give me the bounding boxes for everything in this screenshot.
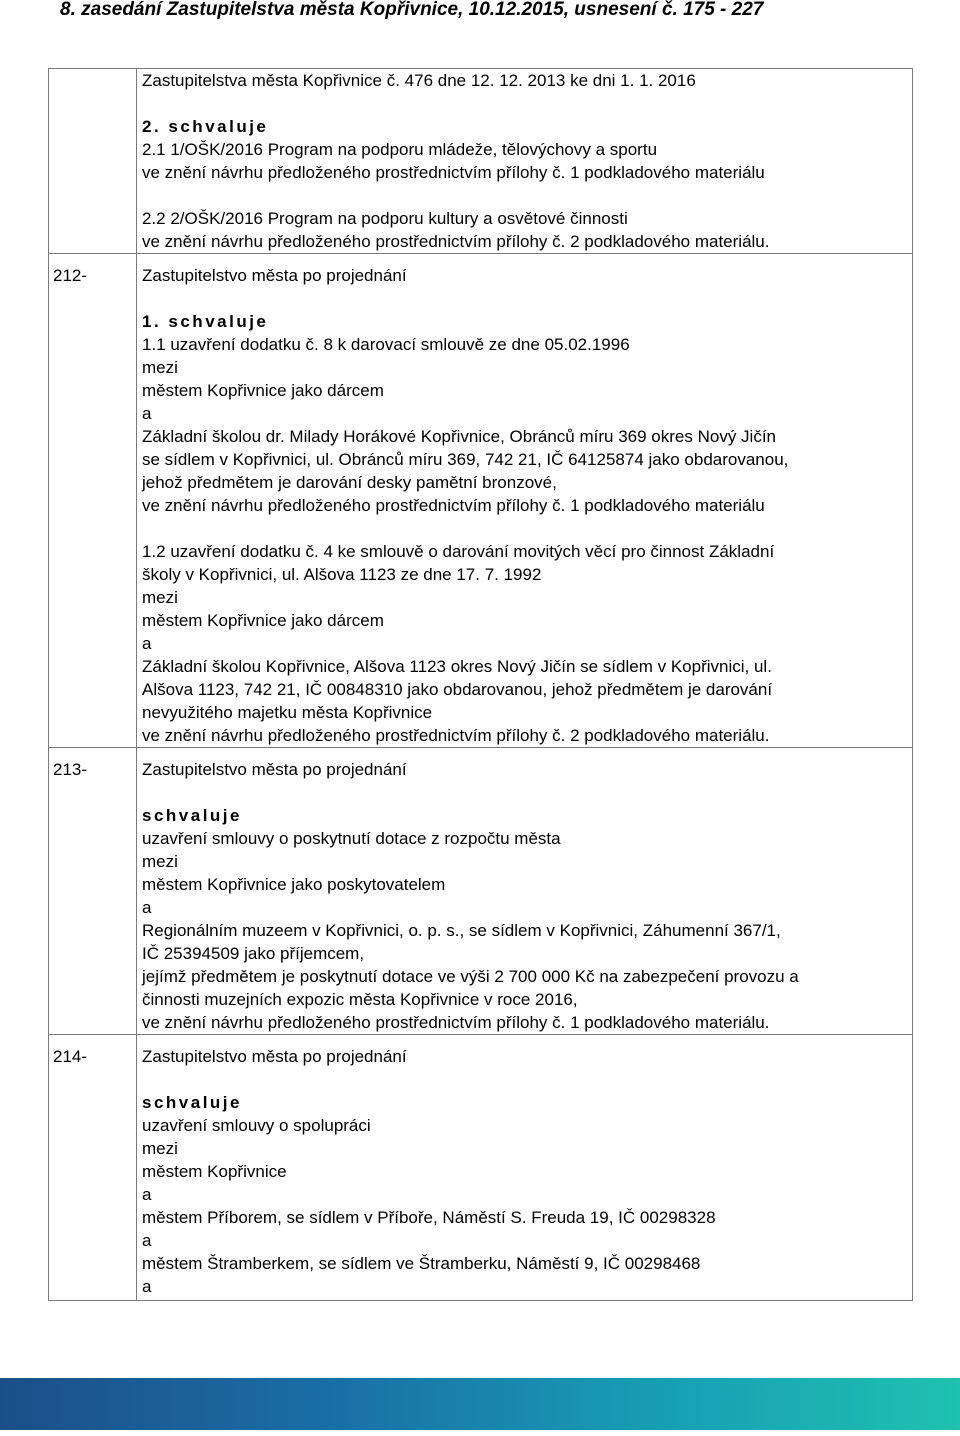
- text-line: a: [142, 634, 152, 653]
- text-line: a: [142, 1231, 152, 1250]
- text-line: a: [142, 1277, 152, 1296]
- schvaluje-heading: 2. schvaluje: [142, 117, 269, 136]
- resolution-text-cell: [137, 69, 913, 254]
- text-line: jejímž předmětem je poskytnutí dotace ve výši 2 700 000 Kč na zabezpečení provozu a: [142, 967, 799, 986]
- text-line: městem Kopřivnice jako poskytovatelem: [142, 875, 446, 894]
- text-line: Základní školou Kopřivnice, Alšova 1123 okres Nový Jičín se sídlem v Kopřivnici, ul.: [142, 657, 772, 676]
- resolution-number-cell: [49, 69, 137, 254]
- text-line: 1.1 uzavření dodatku č. 8 k darovací smlouvě ze dne 05.02.1996: [142, 335, 630, 354]
- spacer: [142, 517, 908, 540]
- text-line: 1.2 uzavření dodatku č. 4 ke smlouvě o darování movitých věcí pro činnost Základní: [142, 542, 775, 561]
- resolution-number: 213-: [49, 748, 137, 1035]
- text-line: a: [142, 898, 152, 917]
- table-row: [49, 69, 913, 254]
- text-line: městem Kopřivnice jako dárcem: [142, 611, 384, 630]
- text-line: ve znění návrhu předloženého prostřednictvím přílohy č. 1 podkladového materiálu: [142, 496, 765, 515]
- schvaluje-heading: schvaluje: [142, 806, 242, 825]
- resolution-number: 212-: [49, 254, 137, 748]
- footer-decorative-bar: [0, 1378, 960, 1430]
- table-row: [49, 748, 913, 1035]
- spacer: [142, 781, 908, 804]
- schvaluje-heading: 1. schvaluje: [142, 312, 269, 331]
- table-row: [49, 254, 913, 748]
- text-line: uzavření smlouvy o poskytnutí dotace z rozpočtu města: [142, 829, 561, 848]
- text-line: mezi: [142, 358, 178, 377]
- text-line: Zastupitelstvo města po projednání: [142, 760, 407, 779]
- text-line: činnosti muzejních expozic města Kopřivnice v roce 2016,: [142, 990, 578, 1009]
- resolution-text-cell: [137, 254, 913, 748]
- spacer: [142, 184, 908, 207]
- text-line: městem Štramberkem, se sídlem ve Štramberku, Náměstí 9, IČ 00298468: [142, 1254, 701, 1273]
- text-line: Základní školou dr. Milady Horákové Kopřivnice, Obránců míru 369 okres Nový Jičín: [142, 427, 776, 446]
- text-line: nevyužitého majetku města Kopřivnice: [142, 703, 433, 722]
- text-line: mezi: [142, 588, 178, 607]
- table-row: [49, 1035, 913, 1301]
- text-line: se sídlem v Kopřivnici, ul. Obránců míru 369, 742 21, IČ 64125874 jako obdarovanou,: [142, 450, 789, 469]
- spacer: [142, 1068, 908, 1091]
- text-line: Zastupitelstva města Kopřivnice č. 476 dne 12. 12. 2013 ke dni 1. 1. 2016: [142, 71, 696, 90]
- resolution-text-cell: [137, 1035, 913, 1301]
- text-line: Alšova 1123, 742 21, IČ 00848310 jako obdarovanou, jehož předmětem je darování: [142, 680, 773, 699]
- spacer: [142, 92, 908, 115]
- text-line: ve znění návrhu předloženého prostřednictvím přílohy č. 1 podkladového materiálu.: [142, 1013, 770, 1032]
- text-line: a: [142, 404, 152, 423]
- schvaluje-heading: schvaluje: [142, 1093, 242, 1112]
- text-line: Zastupitelstvo města po projednání: [142, 266, 407, 285]
- text-line: a: [142, 1185, 152, 1204]
- text-line: Zastupitelstvo města po projednání: [142, 1047, 407, 1066]
- text-line: mezi: [142, 1139, 178, 1158]
- text-line: ve znění návrhu předloženého prostřednictvím přílohy č. 2 podkladového materiálu.: [142, 726, 770, 745]
- text-line: 2.1 1/OŠK/2016 Program na podporu mládeže, tělovýchovy a sportu: [142, 140, 658, 159]
- text-line: mezi: [142, 852, 178, 871]
- text-line: městem Kopřivnice jako dárcem: [142, 381, 384, 400]
- text-line: ve znění návrhu předloženého prostřednictvím přílohy č. 2 podkladového materiálu.: [142, 232, 770, 251]
- text-line: uzavření smlouvy o spolupráci: [142, 1116, 371, 1135]
- text-line: ve znění návrhu předloženého prostřednictvím přílohy č. 1 podkladového materiálu: [142, 163, 765, 182]
- text-line: IČ 25394509 jako příjemcem,: [142, 944, 365, 963]
- text-line: městem Kopřivnice: [142, 1162, 287, 1181]
- spacer: [142, 287, 908, 310]
- text-line: městem Příborem, se sídlem v Příboře, Náměstí S. Freuda 19, IČ 00298328: [142, 1208, 716, 1227]
- text-line: 2.2 2/OŠK/2016 Program na podporu kultury a osvětové činnosti: [142, 209, 628, 228]
- text-line: jehož předmětem je darování desky pamětní bronzové,: [142, 473, 557, 492]
- text-line: školy v Kopřivnici, ul. Alšova 1123 ze dne 17. 7. 1992: [142, 565, 542, 584]
- text-line: Regionálním muzeem v Kopřivnici, o. p. s., se sídlem v Kopřivnici, Záhumenní 367/1,: [142, 921, 781, 940]
- resolution-text-cell: [137, 748, 913, 1035]
- resolution-number: 214-: [49, 1035, 137, 1301]
- resolutions-table: [48, 68, 913, 1301]
- page-header-title: 8. zasedání Zastupitelstva města Kopřivnice, 10.12.2015, usnesení č. 175 - 227: [60, 0, 764, 20]
